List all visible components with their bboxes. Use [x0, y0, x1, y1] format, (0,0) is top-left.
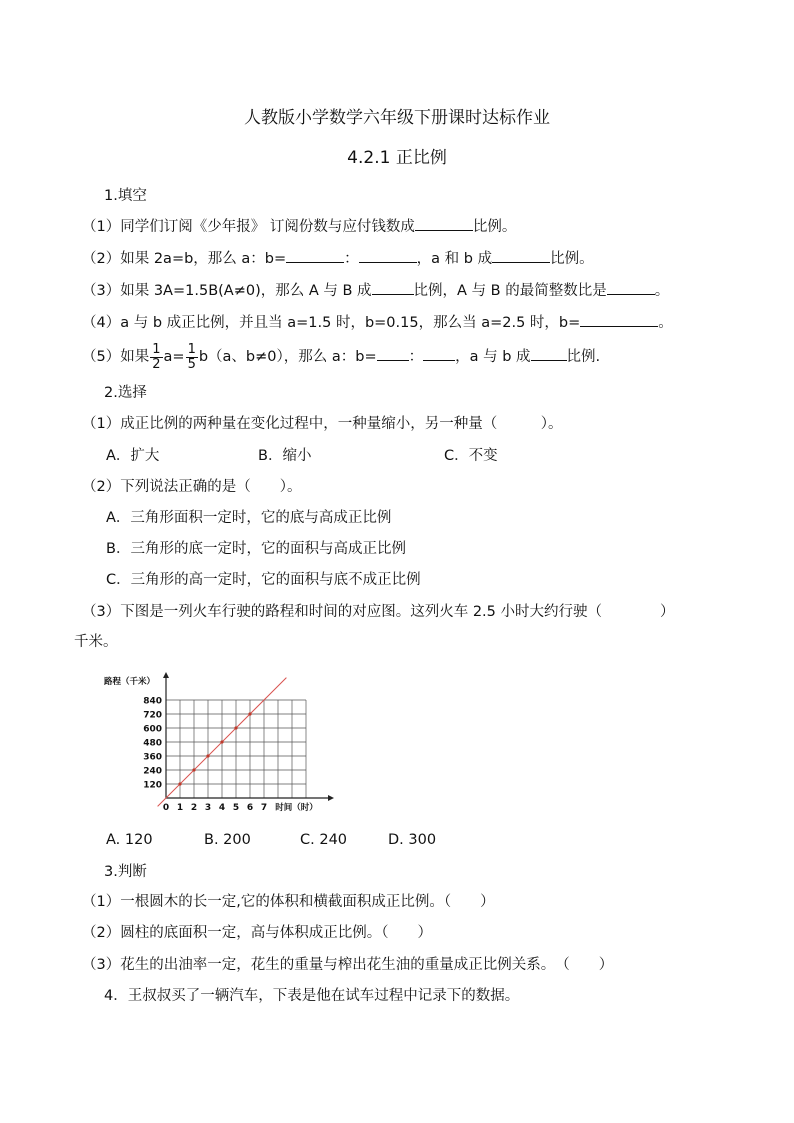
chart-grid: [166, 700, 306, 798]
question-3-3: （3）花生的出油率一定，花生的重量与榨出花生油的重量成正比例关系。 （ ）: [82, 957, 614, 973]
option-2-1-a[interactable]: A．扩大: [106, 448, 160, 464]
question-1-3: （3）如果 3A=1.5B(A≠0)，那么 A 与 B 成 比例，A 与 B 的最简整数比是 。: [82, 280, 669, 301]
chart-axes: [163, 672, 334, 801]
data-point: [234, 726, 237, 729]
x-tick-label: 6: [246, 803, 254, 813]
y-tick-label: 840: [143, 696, 162, 707]
answer-blank[interactable]: [377, 346, 409, 361]
data-point: [192, 768, 195, 771]
option-2-3-d[interactable]: D. 300: [388, 832, 437, 848]
y-tick-label: 600: [143, 724, 162, 735]
distance-time-chart: [100, 666, 340, 816]
question-2-3: （3）下图是一列火车行驶的路程和时间的对应图。这列火车 2.5 小时大约行驶（ ）: [82, 604, 675, 620]
question-3-2: （2）圆柱的底面积一定，高与体积成正比例。（ ）: [82, 925, 432, 941]
page-title: 人教版小学数学六年级下册课时达标作业: [244, 108, 550, 128]
page-subtitle: 4.2.1 正比例: [347, 148, 447, 168]
section-heading-fill: 1.填空: [104, 188, 147, 204]
option-2-3-b[interactable]: B. 200: [204, 832, 251, 848]
x-tick-label: 4: [218, 803, 226, 813]
option-2-3-c[interactable]: C. 240: [300, 832, 348, 848]
x-tick-label: 7: [260, 803, 268, 813]
x-tick-label: 0: [162, 803, 170, 813]
question-2-3-cont: 千米。: [74, 634, 118, 650]
y-axis-arrow: [163, 672, 169, 678]
answer-blank[interactable]: [423, 346, 455, 361]
x-axis-label: 时间（时）: [275, 803, 318, 813]
answer-blank[interactable]: [372, 280, 414, 295]
y-tick-label: 720: [143, 710, 162, 721]
section-heading-judge: 3.判断: [104, 864, 147, 880]
x-tick-label: 3: [204, 803, 212, 813]
section-heading-choice: 2.选择: [104, 385, 147, 401]
question-1-4: （4）a 与 b 成正比例，并且当 a=1.5 时，b=0.15，那么当 a=2.5 时，b= 。: [82, 312, 673, 333]
answer-blank[interactable]: [607, 280, 655, 295]
y-tick-label: 480: [143, 738, 162, 749]
question-1-5: （5）如果 $\frac{1}{2}$ a= $\frac{1}{5}$ b（a、b≠0），那么 a：b= ： ，a 与 b 成 比例.: [82, 341, 601, 372]
x-axis-arrow: [328, 795, 334, 801]
fraction-one-fifth: $\frac{1}{5}$: [187, 341, 196, 372]
x-tick-label: 5: [232, 803, 240, 813]
answer-blank[interactable]: [580, 312, 658, 327]
x-tick-label: 2: [190, 803, 198, 813]
chart-labels: [104, 676, 318, 813]
question-1-2: （2）如果 2a=b，那么 a：b= ： ，a 和 b 成 比例。: [82, 248, 594, 269]
option-2-2-a[interactable]: A．三角形面积一定时，它的底与高成正比例: [106, 510, 392, 526]
data-point: [206, 754, 209, 757]
answer-blank[interactable]: [492, 248, 550, 263]
data-point: [220, 740, 223, 743]
question-4: 4．王叔叔买了一辆汽车，下表是他在试车过程中记录下的数据。: [104, 988, 520, 1004]
answer-blank[interactable]: [415, 216, 473, 231]
y-tick-label: 360: [143, 752, 162, 763]
y-axis-label: 路程（千米）: [104, 677, 156, 687]
data-point: [178, 782, 181, 785]
option-2-1-c[interactable]: C．不变: [444, 448, 498, 464]
fraction-one-half: $\frac{1}{2}$: [152, 341, 161, 372]
x-tick-label: 1: [176, 803, 184, 813]
answer-blank[interactable]: [359, 248, 417, 263]
option-2-2-b[interactable]: B．三角形的底一定时，它的面积与高成正比例: [106, 541, 406, 557]
question-1-1: （1）同学们订阅《少年报》 订阅份数与应付钱数成 比例。: [82, 216, 516, 237]
option-2-3-a[interactable]: A. 120: [106, 832, 153, 848]
answer-blank[interactable]: [531, 346, 567, 361]
y-tick-label: 240: [143, 766, 162, 777]
question-2-2: （2）下列说法正确的是（ ）。: [82, 479, 302, 495]
question-3-1: （1）一根圆木的长一定,它的体积和横截面积成正比例。（ ）: [82, 894, 495, 910]
answer-blank[interactable]: [286, 248, 344, 263]
option-2-2-c[interactable]: C．三角形的高一定时，它的面积与底不成正比例: [106, 572, 421, 588]
data-point: [248, 712, 251, 715]
question-2-1: （1）成正比例的两种量在变化过程中，一种量缩小，另一种量（ ）。: [82, 416, 563, 432]
y-tick-label: 120: [143, 780, 162, 791]
option-2-1-b[interactable]: B．缩小: [258, 448, 312, 464]
